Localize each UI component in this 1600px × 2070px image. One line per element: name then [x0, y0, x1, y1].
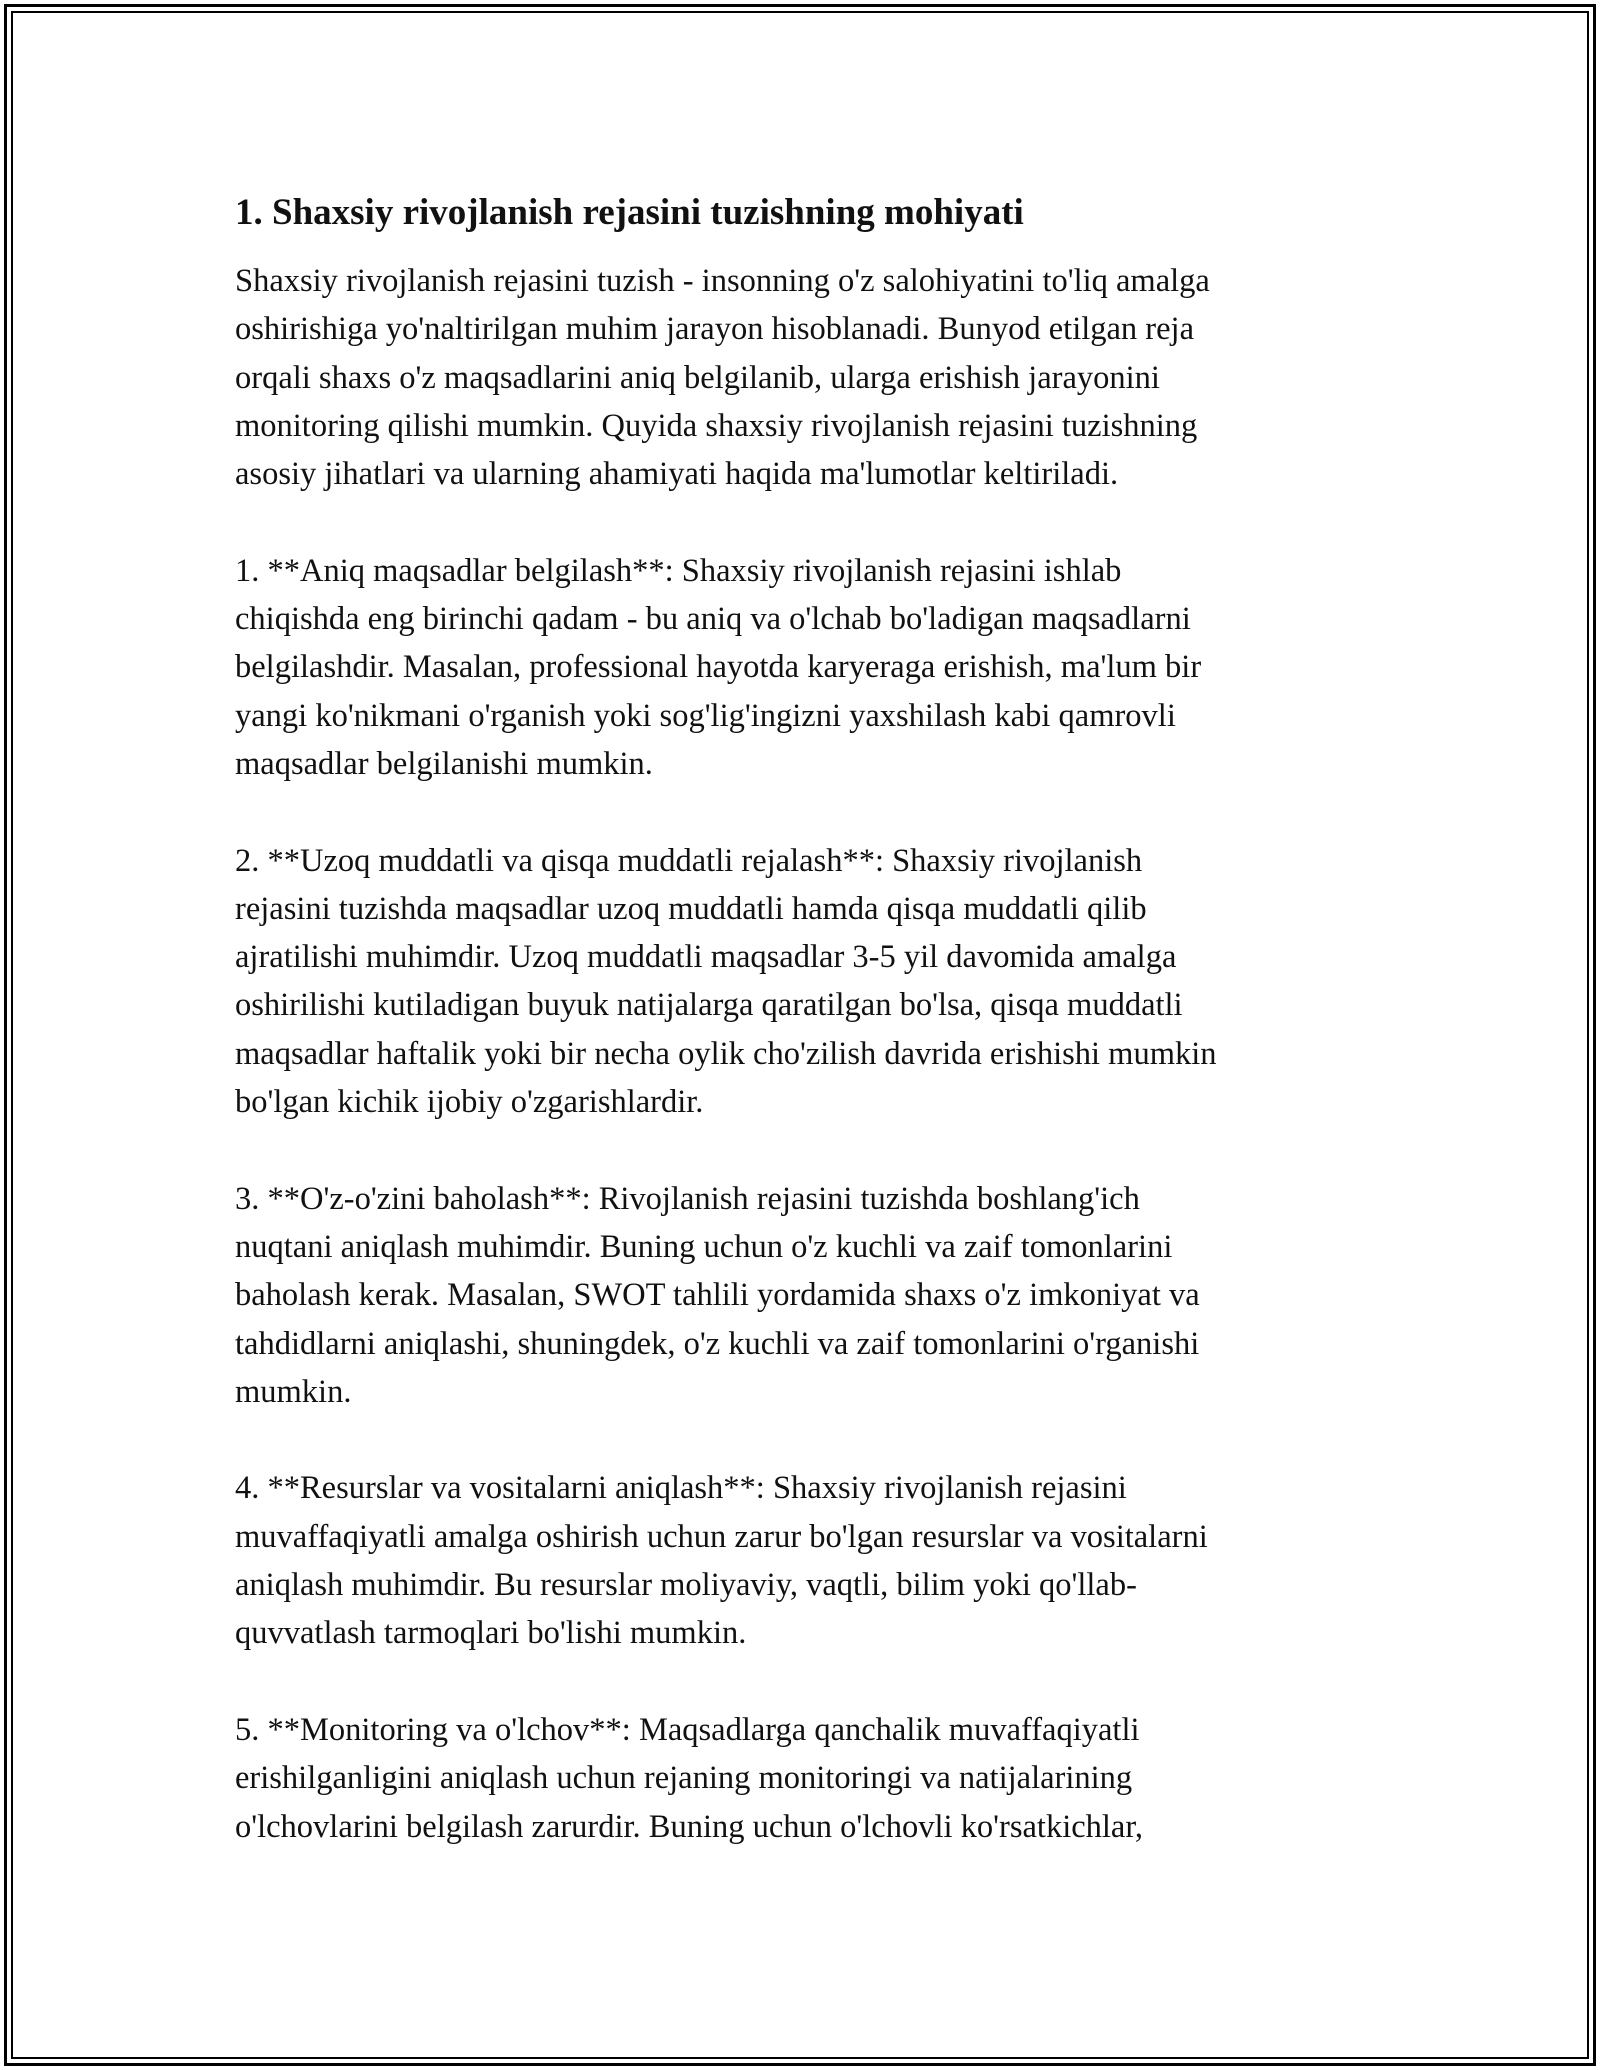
paragraph-line: 3. **O'z-o'zini baholash**: Rivojlanish rejasini tuzishda boshlang'ich	[235, 1180, 1140, 1217]
paragraph-line: oshirilishi kutiladigan buyuk natijalarga qaratilgan bo'lsa, qisqa muddatli	[235, 987, 1183, 1024]
item-4-paragraph	[235, 1464, 1345, 1657]
paragraph-line: mumkin.	[235, 1373, 352, 1410]
paragraph-line: baholash kerak. Masalan, SWOT tahlili yordamida shaxs o'z imkoniyat va	[235, 1277, 1200, 1314]
item-1-paragraph	[235, 547, 1345, 788]
paragraph-line: 2. **Uzoq muddatli va qisqa muddatli rejalash**: Shaxsiy rivojlanish	[235, 842, 1143, 879]
paragraph-line: chiqishda eng birinchi qadam - bu aniq va o'lchab bo'ladigan maqsadlarni	[235, 601, 1191, 638]
paragraph-line: erishilganligini aniqlash uchun rejaning monitoringi va natijalarining	[235, 1760, 1133, 1797]
paragraph-line: bo'lgan kichik ijobiy o'zgarishlardir.	[235, 1084, 704, 1121]
item-2-paragraph	[235, 837, 1345, 1127]
paragraph-line: nuqtani aniqlash muhimdir. Buning uchun o'z kuchli va zaif tomonlarini	[235, 1228, 1173, 1265]
paragraph-line: tahdidlarni aniqlashi, shuningdek, o'z kuchli va zaif tomonlarini o'rganishi	[235, 1325, 1200, 1362]
paragraph-line: 5. **Monitoring va o'lchov**: Maqsadlarga qanchalik muvaffaqiyatli	[235, 1711, 1140, 1748]
paragraph-line: o'lchovlarini belgilash zarurdir. Buning uchun o'lchovli ko'rsatkichlar,	[235, 1808, 1144, 1845]
paragraph-line: maqsadlar belgilanishi mumkin.	[235, 745, 653, 782]
item-3-paragraph	[235, 1175, 1345, 1416]
paragraph-line: Shaxsiy rivojlanish rejasini tuzish - insonning o'z salohiyatini to'liq amalga	[235, 263, 1210, 299]
paragraph-line: ajratilishi muhimdir. Uzoq muddatli maqsadlar 3-5 yil davomida amalga	[235, 939, 1177, 976]
paragraph-line: yangi ko'nikmani o'rganish yoki sog'lig'ingizni yaxshilash kabi qamrovli	[235, 697, 1176, 734]
paragraph-line: orqali shaxs o'z maqsadlarini aniq belgilanib, ularga erishish jarayonini	[235, 359, 1160, 396]
paragraph-line: maqsadlar haftalik yoki bir necha oylik cho'zilish davrida erishishi mumkin	[235, 1035, 1217, 1072]
intro-paragraph	[235, 257, 1345, 498]
paragraph-line: monitoring qilishi mumkin. Quyida shaxsiy rivojlanish rejasini tuzishning	[235, 407, 1198, 444]
document-body	[235, 185, 1345, 1899]
paragraph-line: 1. **Aniq maqsadlar belgilash**: Shaxsiy rivojlanish rejasini ishlab	[235, 552, 1122, 589]
paragraph-line: rejasini tuzishda maqsadlar uzoq muddatli hamda qisqa muddatli qilib	[235, 890, 1147, 927]
paragraph-line: asosiy jihatlari va ularning ahamiyati haqida ma'lumotlar keltiriladi.	[235, 456, 1119, 493]
paragraph-line: aniqlash muhimdir. Bu resurslar moliyaviy, vaqtli, bilim yoki qo'llab-	[235, 1567, 1137, 1604]
paragraph-line: belgilashdir. Masalan, professional hayotda karyeraga erishish, ma'lum bir	[235, 649, 1202, 686]
paragraph-line: quvvatlash tarmoqlari bo'lishi mumkin.	[235, 1615, 747, 1652]
section-heading: 1. Shaxsiy rivojlanish rejasini tuzishning mohiyati	[235, 192, 1024, 233]
paragraph-line: oshirishiga yo'naltirilgan muhim jarayon hisoblanadi. Bunyod etilgan reja	[235, 311, 1195, 348]
item-5-paragraph	[235, 1706, 1345, 1851]
paragraph-line: muvaffaqiyatli amalga oshirish uchun zarur bo'lgan resurslar va vositalarni	[235, 1518, 1208, 1555]
paragraph-line: 4. **Resurslar va vositalarni aniqlash**: Shaxsiy rivojlanish rejasini	[235, 1470, 1127, 1507]
